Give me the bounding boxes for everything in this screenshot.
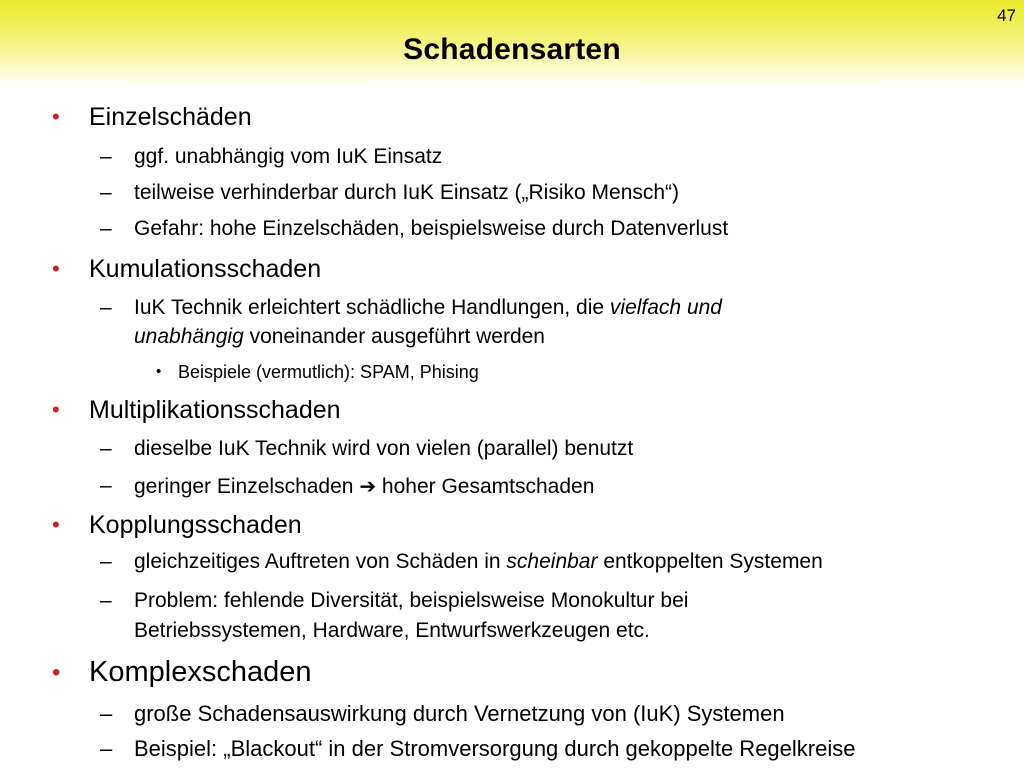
bullet-item-kumulationsschaden bbox=[52, 255, 322, 284]
item-heading: Komplexschaden bbox=[89, 656, 312, 688]
sub-item-text: ggf. unabhängig vom IuK Einsatz bbox=[134, 145, 443, 168]
dash-icon: – bbox=[100, 474, 112, 497]
bullet-icon: • bbox=[52, 512, 60, 537]
sub-item bbox=[100, 589, 689, 613]
sub-item-text: geringer Einzelschaden bbox=[134, 475, 360, 498]
bullet-icon: • bbox=[52, 659, 61, 686]
sub-item-text: Problem: fehlende Diversität, beispielsweise Monokultur bei bbox=[134, 589, 689, 612]
sub-item bbox=[100, 145, 443, 169]
dash-icon: – bbox=[100, 550, 112, 573]
dash-icon: – bbox=[100, 217, 112, 240]
item-heading: Multiplikationsschaden bbox=[89, 396, 341, 424]
sub-item bbox=[100, 550, 823, 574]
sub-item-text: voneinander ausgeführt werden bbox=[243, 325, 545, 348]
sub-item-text: hoher Gesamtschaden bbox=[376, 475, 595, 498]
bullet-icon: • bbox=[52, 256, 60, 281]
sub-sub-item-text: Beispiele (vermutlich): SPAM, Phising bbox=[178, 362, 479, 382]
emphasis-text: vielfach und bbox=[609, 296, 722, 319]
bullet-item-multiplikationsschaden bbox=[52, 396, 341, 425]
dash-icon: – bbox=[100, 589, 112, 612]
arrow-right-icon: ➔ bbox=[359, 474, 377, 498]
item-heading: Kopplungsschaden bbox=[89, 511, 302, 539]
sub-item bbox=[100, 701, 785, 727]
sub-item bbox=[100, 437, 634, 461]
bullet-icon: • bbox=[156, 363, 162, 380]
sub-item-text: große Schadensauswirkung durch Vernetzung von (IuK) Systemen bbox=[134, 701, 785, 726]
sub-item bbox=[100, 296, 722, 320]
sub-item bbox=[100, 217, 729, 241]
item-heading: Kumulationsschaden bbox=[89, 255, 322, 283]
emphasis-text: scheinbar bbox=[506, 550, 598, 573]
dash-icon: – bbox=[100, 736, 113, 761]
bullet-icon: • bbox=[52, 397, 60, 422]
sub-sub-item bbox=[156, 362, 479, 383]
dash-icon: – bbox=[100, 701, 113, 726]
sub-item-text: dieselbe IuK Technik wird von vielen (parallel) benutzt bbox=[134, 437, 634, 460]
sub-item bbox=[100, 474, 595, 499]
sub-item-continuation bbox=[134, 325, 545, 349]
sub-item bbox=[100, 181, 680, 205]
bullet-item-komplexschaden bbox=[52, 656, 312, 689]
sub-item-text: gleichzeitiges Auftreten von Schäden in bbox=[134, 550, 507, 573]
bullet-item-kopplungsschaden bbox=[52, 511, 302, 540]
dash-icon: – bbox=[100, 181, 112, 204]
bullet-item-einzelschaeden bbox=[52, 103, 252, 132]
sub-item bbox=[100, 736, 856, 762]
dash-icon: – bbox=[100, 296, 112, 319]
sub-item-text: Beispiel: „Blackout“ in der Stromversorgung durch gekoppelte Regelkreise bbox=[134, 736, 856, 761]
sub-item-text: entkoppelten Systemen bbox=[597, 550, 823, 573]
sub-item-text: teilweise verhinderbar durch IuK Einsatz („Risiko Mensch“) bbox=[134, 181, 680, 204]
dash-icon: – bbox=[100, 437, 112, 460]
emphasis-text: unabhängig bbox=[134, 325, 244, 348]
sub-item-text: IuK Technik erleichtert schädliche Handlungen, die bbox=[134, 296, 610, 319]
slide-title: Schadensarten bbox=[403, 33, 621, 66]
item-heading: Einzelschäden bbox=[89, 103, 252, 131]
sub-item-continuation bbox=[134, 619, 650, 643]
sub-item-text: Betriebssystemen, Hardware, Entwurfswerkzeugen etc. bbox=[134, 619, 650, 642]
sub-item-text: Gefahr: hohe Einzelschäden, beispielsweise durch Datenverlust bbox=[134, 217, 729, 240]
page-number: 47 bbox=[997, 6, 1016, 25]
dash-icon: – bbox=[100, 145, 112, 168]
bullet-icon: • bbox=[52, 104, 60, 129]
